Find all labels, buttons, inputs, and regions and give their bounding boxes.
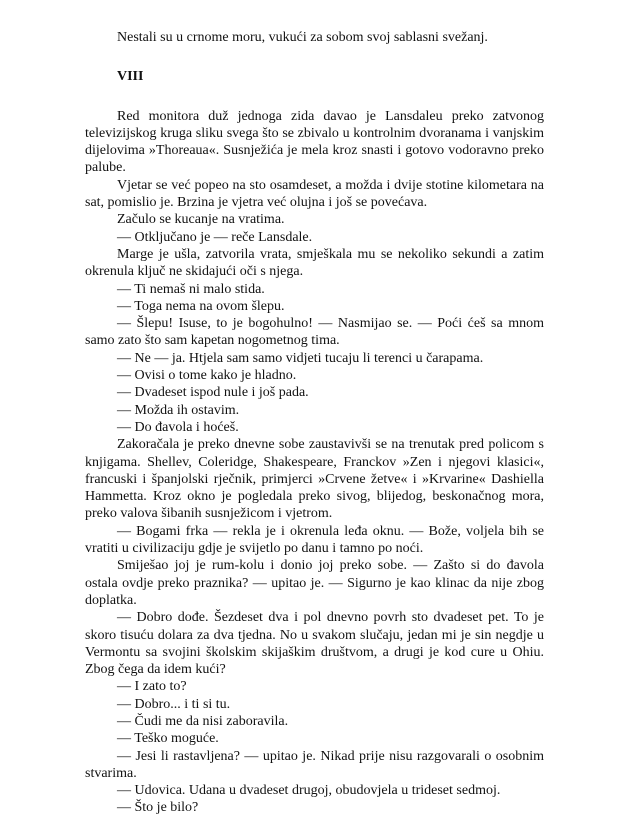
chapter-heading: VIII (117, 69, 144, 85)
dialogue-line: — Što je bilo? (117, 800, 199, 816)
dialogue-line: — Ti nemaš ni malo stida. (117, 281, 265, 297)
paragraph: Smiješao joj je rum-kolu i donio joj preko sobe. — Zašto si do đavola ostala ovdje preko praznika? — upitao je. — Sigurno je kao klinac da nije zbog doplatka. (85, 558, 544, 608)
dialogue-line: — Možda ih ostavim. (117, 402, 240, 418)
paragraph: Marge je ušla, zatvorila vrata, smješkala mu se nekoliko sekundi a zatim okrenula ključ ne skidajući oči s njega. (85, 246, 544, 280)
dialogue-line: — Otključano je — reče Lansdale. (117, 229, 313, 245)
dialogue-line: — I zato to? (117, 679, 187, 695)
dialogue-line: — Jesi li rastavljena? — upitao je. Nikad prije nisu razgovarali o osobnim stvarima. (85, 748, 544, 781)
opening-line: Nestali su u crnome moru, vukući za sobom svoj sablasni svežanj. (117, 30, 488, 45)
chapter-body (85, 108, 544, 817)
dialogue-line: — Bogami frka — rekla je i okrenula leđa oknu. — Bože, voljela bih se vratiti u civilizaciju gdje je svijetlo po danu i tamno po noći. (85, 523, 544, 557)
dialogue-line: — Udovica. Udana u dvadeset drugoj, obudovjela u trideset sedmoj. (117, 783, 501, 799)
paragraph: Red monitora duž jednoga zida davao je Lansdaleu preko zatvonog televizijskog kruga sliku svega što se zbivalo u kontrolnim dvoranama i vanjskim dijelovima »Thoreaua«. Susnježića je mela kroz snasti i gotovo vodoravno preko palube. (85, 108, 544, 176)
dialogue-line: — Dobro dođe. Šezdeset dva i pol dnevno povrh sto dvadeset pet. To je skoro tisuću dolara za dva tjedna. No u svakom slučaju, jedan mi je sin negdje u Vermontu sa svojini školskim skijaškim društvom, a drugi je kod cure u Ohiu. Zbog čega da idem kući? (85, 610, 544, 678)
dialogue-line: — Dvadeset ispod nule i još pada. (117, 385, 309, 401)
dialogue-line: — Do đavola i hoćeš. (117, 419, 239, 435)
paragraph: Začulo se kucanje na vratima. (117, 212, 285, 228)
dialogue-line: — Ne — ja. Htjela sam samo vidjeti tucaju li terenci u čarapama. (117, 350, 484, 366)
dialogue-line: — Šlepu! Isuse, to je bogohulno! — Nasmijao se. — Poći ćeš sa mnom samo zato što sam kapetan nogometnog tima. (85, 316, 544, 349)
dialogue-line: — Ovisi o tome kako je hladno. (117, 368, 297, 384)
dialogue-line: — Toga nema na ovom šlepu. (117, 298, 285, 314)
dialogue-line: — Čudi me da nisi zaboravila. (117, 713, 289, 729)
dialogue-line: — Dobro... i ti si tu. (117, 696, 231, 712)
dialogue-line: — Teško moguće. (117, 731, 219, 747)
document-page (85, 29, 544, 817)
paragraph: Zakoračala je preko dnevne sobe zaustavivši se na trenutak pred policom s knjigama. Shellev, Coleridge, Shakespeare, Franckov »Zen i njegovi klasici«, francuski i španjolski rječnik, primjerci »Crvene žetve« i »Krvarine« Dashiella Hammetta. Kroz okno je pogledala preko sivog, blijedog, beskonačnog mora, preko valova šibanih susnježicom i vjetrom. (85, 437, 544, 522)
paragraph: Vjetar se već popeo na sto osamdeset, a možda i dvije stotine kilometara na sat, pomislio je. Brzina je vjetra već olujna i još se povećava. (85, 177, 544, 211)
